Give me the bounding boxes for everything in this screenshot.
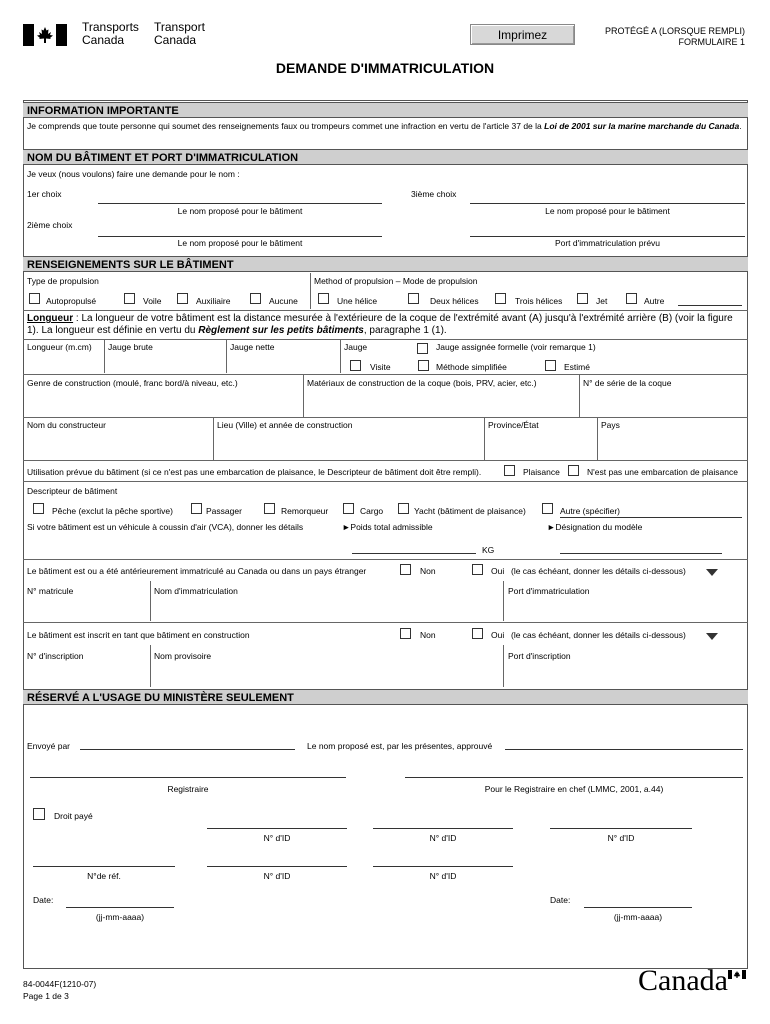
- constr-divider-2: [503, 645, 504, 687]
- info-law: Loi de 2001 sur la marine marchande du Canada: [544, 121, 740, 131]
- dept-name-en: [82, 21, 139, 47]
- prev-reg-divider-1: [150, 581, 151, 621]
- length-note: [27, 313, 745, 337]
- id-caption-4: N° d'ID: [263, 871, 291, 881]
- sent-by-field[interactable]: [80, 749, 295, 750]
- ref-field[interactable]: [33, 866, 175, 867]
- dept-en-line1: Transports: [82, 20, 139, 34]
- country-label: Pays: [601, 420, 620, 430]
- dept-en-line2: Canada: [82, 33, 125, 47]
- registrar-caption: Registraire: [167, 784, 209, 794]
- id-caption-2: N° d'ID: [429, 833, 457, 843]
- sail-label: Voile: [143, 296, 162, 306]
- other-descriptor-field[interactable]: [560, 517, 742, 518]
- choice1-label: 1er choix: [27, 189, 62, 199]
- simplified-label: Méthode simplifiée: [436, 362, 507, 372]
- choice1-field[interactable]: [98, 203, 382, 204]
- dept-fr-line1: Transport: [154, 20, 205, 34]
- dept-fr-line2: Canada: [154, 33, 197, 47]
- acv-label: Si votre bâtiment est un véhicule à coussin d'air (VCA), donner les détails: [27, 522, 304, 532]
- chevron-down-icon: [706, 633, 718, 640]
- three-propellers-checkbox[interactable]: [495, 293, 506, 304]
- model-label: ►Désignation du modèle: [547, 522, 643, 532]
- net-tonnage-label: Jauge nette: [230, 342, 275, 352]
- descriptor-label: Descripteur de bâtiment: [27, 486, 118, 496]
- chevron-down-icon: [706, 569, 718, 576]
- id-field-1[interactable]: [207, 828, 347, 829]
- form-number: FORMULAIRE 1: [678, 37, 745, 47]
- fee-paid-checkbox[interactable]: [33, 808, 45, 820]
- measure-divider-2: [226, 339, 227, 373]
- official-number-label: N° matricule: [27, 586, 74, 596]
- propulsion-type-label: Type de propulsion: [27, 276, 99, 286]
- id-field-5[interactable]: [373, 866, 513, 867]
- two-propellers-label: Deux hélices: [430, 296, 479, 306]
- choice3-caption: Le nom proposé pour le bâtiment: [545, 206, 670, 216]
- id-caption-5: N° d'ID: [429, 871, 457, 881]
- yacht-checkbox[interactable]: [398, 503, 409, 514]
- use-divider-top: [23, 460, 748, 461]
- provisional-name-label: Nom provisoire: [154, 651, 212, 661]
- choice3-label: 3ième choix: [411, 189, 457, 199]
- builder-divider-3: [597, 417, 598, 460]
- prev-reg-yes-details: (le cas échéant, donner les détails ci-dessous): [511, 566, 686, 576]
- builder-divider-top: [23, 417, 748, 418]
- formal-gauge-label: Jauge assignée formelle (voir remarque 1): [436, 342, 596, 352]
- not-pleasure-label: N'est pas une embarcation de plaisance: [587, 467, 738, 477]
- hull-serial-label: N° de série de la coque: [583, 378, 672, 388]
- two-propellers-checkbox[interactable]: [408, 293, 419, 304]
- prev-reg-divider-2: [503, 581, 504, 621]
- weight-field[interactable]: [352, 553, 476, 554]
- prev-reg-no-label: Non: [420, 566, 436, 576]
- chief-registrar-caption: Pour le Registraire en chef (LMMC, 2001, a.44): [484, 784, 664, 794]
- yacht-label: Yacht (bâtiment de plaisance): [414, 506, 526, 516]
- info-heading: INFORMATION IMPORTANTE: [23, 102, 748, 118]
- weight-label: ►Poids total admissible: [342, 522, 433, 532]
- date-label-1: Date:: [33, 895, 54, 905]
- other-propulsion-label: Autre: [644, 296, 665, 306]
- propulsion-method-label: Method of propulsion – Mode de propulsion: [314, 276, 478, 286]
- inscription-number-label: N° d'inscription: [27, 651, 84, 661]
- registrar-field[interactable]: [30, 777, 346, 778]
- vessel-heading: RENSEIGNEMENTS SUR LE BÂTIMENT: [23, 256, 748, 272]
- other-propulsion-field[interactable]: [678, 305, 742, 306]
- under-constr-yes-checkbox[interactable]: [472, 628, 483, 639]
- under-constr-no-label: Non: [420, 630, 436, 640]
- other-descriptor-checkbox[interactable]: [542, 503, 553, 514]
- fishing-checkbox[interactable]: [33, 503, 44, 514]
- ref-caption: N°de réf.: [87, 871, 121, 881]
- prev-reg-yes-checkbox[interactable]: [472, 564, 483, 575]
- one-propeller-label: Une hélice: [337, 296, 378, 306]
- id-caption-1: N° d'ID: [263, 833, 291, 843]
- port-caption: Port d'immatriculation prévu: [554, 238, 661, 248]
- date-field-2[interactable]: [584, 907, 692, 908]
- none-checkbox[interactable]: [250, 293, 261, 304]
- hull-material-label: Matériaux de construction de la coque (bois, PRV, acier, etc.): [307, 378, 537, 388]
- page-title: DEMANDE D'IMMATRICULATION: [275, 60, 495, 76]
- approved-field[interactable]: [505, 749, 743, 750]
- sail-checkbox[interactable]: [124, 293, 135, 304]
- port-field[interactable]: [470, 236, 745, 237]
- province-label: Province/État: [488, 420, 539, 430]
- construction-divider-2: [579, 374, 580, 417]
- builder-divider-1: [213, 417, 214, 460]
- protected-label: PROTÉGÉ A (LORSQUE REMPLI): [604, 26, 745, 36]
- prev-reg-divider-top: [23, 559, 748, 560]
- id-field-2[interactable]: [373, 828, 513, 829]
- reg-name-label: Nom d'immatriculation: [154, 586, 238, 596]
- construction-type-label: Genre de construction (moulé, franc bord/à niveau, etc.): [27, 378, 238, 388]
- constr-divider-1: [150, 645, 151, 687]
- choice2-caption: Le nom proposé pour le bâtiment: [177, 238, 303, 248]
- tug-checkbox[interactable]: [264, 503, 275, 514]
- visual-checkbox[interactable]: [350, 360, 361, 371]
- self-propelled-label: Autopropulsé: [46, 296, 97, 306]
- visual-label: Visite: [370, 362, 391, 372]
- reg-port-label: Port d'immatriculation: [508, 586, 590, 596]
- choice1-caption: Le nom proposé pour le bâtiment: [177, 206, 303, 216]
- under-constr-no-checkbox[interactable]: [400, 628, 411, 639]
- date-format-1: (jj-mm-aaaa): [95, 912, 145, 922]
- print-button[interactable]: Imprimez: [470, 24, 575, 45]
- passenger-checkbox[interactable]: [191, 503, 202, 514]
- canada-wordmark: [638, 966, 728, 996]
- place-year-label: Lieu (Ville) et année de construction: [217, 420, 353, 430]
- under-constr-divider-top: [23, 622, 748, 623]
- gauge-label: Jauge: [344, 342, 368, 352]
- id-field-3[interactable]: [550, 828, 692, 829]
- tug-label: Remorqueur: [281, 506, 329, 516]
- builder-label: Nom du constructeur: [27, 420, 106, 430]
- choice2-field[interactable]: [98, 236, 382, 237]
- construction-divider-top: [23, 374, 748, 375]
- info-text-part2: .: [739, 121, 742, 131]
- length-end: , paragraphe 1 (1).: [363, 325, 447, 336]
- prev-reg-label: Le bâtiment est ou a été antérieurement immatriculé au Canada ou dans un pays étranger: [27, 566, 367, 576]
- pleasure-checkbox[interactable]: [504, 465, 515, 476]
- cargo-checkbox[interactable]: [343, 503, 354, 514]
- construction-divider-1: [303, 374, 304, 417]
- under-construction-label: Le bâtiment est inscrit en tant que bâtiment en construction: [27, 630, 250, 640]
- measure-divider-1: [104, 339, 105, 373]
- choice2-label: 2ième choix: [27, 220, 73, 230]
- model-field[interactable]: [560, 553, 722, 554]
- gross-tonnage-label: Jauge brute: [108, 342, 153, 352]
- wordmark-flag-icon: [728, 966, 746, 975]
- fishing-label: Pêche (exclut la pêche sportive): [52, 506, 173, 516]
- none-label: Aucune: [269, 296, 298, 306]
- canada-wordmark-text: Canada: [638, 964, 728, 997]
- propulsion-divider: [310, 273, 311, 309]
- form-code: 84-0044F(1210-07): [23, 979, 97, 989]
- name-intro: Je veux (nous voulons) faire une demande pour le nom :: [27, 169, 240, 179]
- dept-name-fr: [154, 21, 205, 47]
- length-regulation: Règlement sur les petits bâtiments: [198, 325, 364, 336]
- info-text-part1: Je comprends que toute personne qui soumet des renseignements faux ou trompeurs commet une infraction en vertu de l'article 37 de la: [27, 121, 545, 131]
- self-propelled-checkbox[interactable]: [29, 293, 40, 304]
- prev-reg-yes-label: Oui: [491, 566, 505, 576]
- descriptor-divider-top: [23, 481, 748, 482]
- intended-use-label: Utilisation prévue du bâtiment (si ce n'est pas une embarcation de plaisance, le Descripteur de bâtiment doit être rempli).: [27, 467, 482, 477]
- fee-paid-label: Droit payé: [54, 811, 93, 821]
- length-label: Longueur: [27, 313, 74, 324]
- choice3-field[interactable]: [470, 203, 745, 204]
- measure-divider-3: [340, 339, 341, 373]
- office-heading: RÉSERVÉ A L'USAGE DU MINISTÈRE SEULEMENT: [23, 689, 748, 705]
- info-text: [27, 121, 745, 132]
- estimated-checkbox[interactable]: [545, 360, 556, 371]
- under-constr-yes-label: Oui: [491, 630, 505, 640]
- jet-checkbox[interactable]: [577, 293, 588, 304]
- prev-reg-no-checkbox[interactable]: [400, 564, 411, 575]
- three-propellers-label: Trois hélices: [515, 296, 563, 306]
- auxiliary-label: Auxiliaire: [196, 296, 231, 306]
- other-descriptor-label: Autre (spécifier): [560, 506, 620, 516]
- pleasure-label: Plaisance: [523, 467, 560, 477]
- canada-flag-logo: [23, 24, 67, 46]
- other-propulsion-checkbox[interactable]: [626, 293, 637, 304]
- jet-label: Jet: [596, 296, 608, 306]
- sent-by-label: Envoyé par: [27, 741, 70, 751]
- estimated-label: Estimé: [564, 362, 590, 372]
- date-label-2: Date:: [550, 895, 571, 905]
- one-propeller-checkbox[interactable]: [318, 293, 329, 304]
- cargo-label: Cargo: [360, 506, 384, 516]
- id-field-4[interactable]: [207, 866, 347, 867]
- approved-label: Le nom proposé est, par les présentes, approuvé: [307, 741, 493, 751]
- date-format-2: (jj-mm-aaaa): [613, 912, 663, 922]
- length-m-label: Longueur (m.cm): [27, 342, 92, 352]
- length-text: : La longueur de votre bâtiment est la distance mesurée à l'extérieure de la coque de l'extrémité avant (A) jusqu'à l'extrémité arrière (B) (voir la figure 1). La longueur est définie en vertu du: [27, 313, 733, 336]
- kg-label: KG: [482, 545, 495, 555]
- id-caption-3: N° d'ID: [607, 833, 635, 843]
- under-constr-yes-details: (le cas échéant, donner les détails ci-dessous): [511, 630, 686, 640]
- not-pleasure-checkbox[interactable]: [568, 465, 579, 476]
- measure-divider-top: [23, 339, 748, 340]
- builder-divider-2: [484, 417, 485, 460]
- passenger-label: Passager: [206, 506, 242, 516]
- page-number: Page 1 de 3: [23, 991, 69, 1001]
- formal-gauge-checkbox[interactable]: [417, 343, 428, 354]
- simplified-checkbox[interactable]: [418, 360, 429, 371]
- inscription-port-label: Port d'inscription: [508, 651, 571, 661]
- name-heading: NOM DU BÂTIMENT ET PORT D'IMMATRICULATION: [23, 149, 748, 165]
- length-divider-top: [23, 310, 748, 311]
- chief-registrar-field[interactable]: [405, 777, 743, 778]
- auxiliary-checkbox[interactable]: [177, 293, 188, 304]
- date-field-1[interactable]: [66, 907, 174, 908]
